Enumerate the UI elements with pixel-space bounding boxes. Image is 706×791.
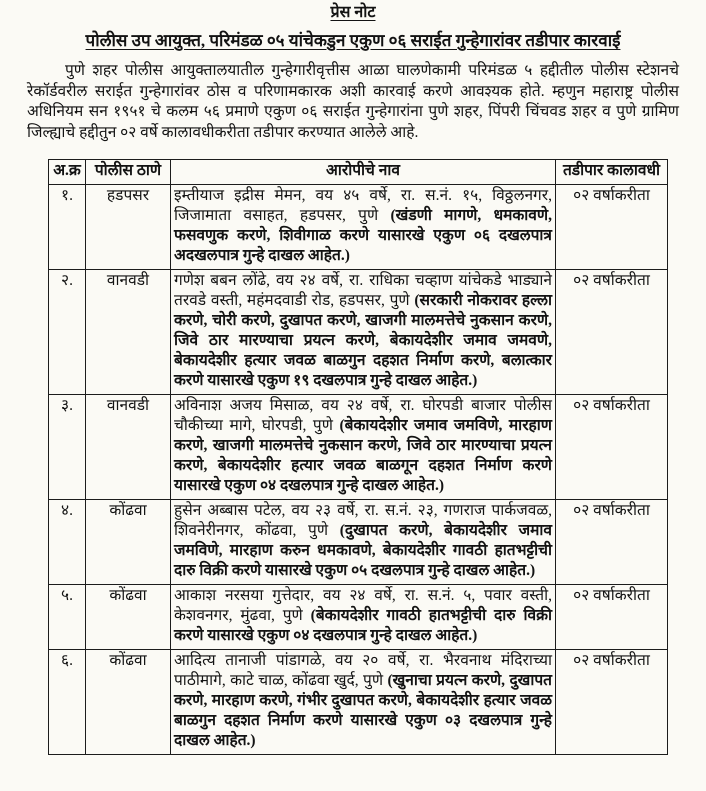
externment-duration: ०२ वर्षाकरीता [556,394,668,499]
police-station: वानवडी [86,269,171,394]
externment-duration: ०२ वर्षाकरीता [556,269,668,394]
offenders-table [48,159,668,755]
accused-address: आदित्य तानाजी पांडागळे, वय २० वर्षे, रा. भैरवनाथ मंदिराच्या पाठीमागे, काटे चाळ, कोंढवा खुर्द, पुणे [174,651,552,689]
table-row [49,269,668,394]
serial-number: २. [49,269,86,394]
police-station: कोंढवा [86,584,171,649]
police-station: कोंढवा [86,499,171,584]
table-row [49,584,668,649]
police-station: कोंढवा [86,649,171,754]
serial-number: ६. [49,649,86,754]
table-row [49,394,668,499]
accused-details [171,269,556,394]
accused-offences: (सरकारी नोकरावर हल्ला करणे, चोरी करणे, दुखापत करणे, खाजगी मालमत्तेचे नुकसान करणे, जिवे ठार मारण्याचा प्रयत्न करणे, बेकायदेशीर जमाव जमवणे, बेकायदेशीर हत्यार जवळ बाळगुन दहशत निर्माण करणे, बलात्कार करणे यासारखे एकुण १९ दखलपात्र गुन्हे दाखल आहेत.) [174,291,553,389]
accused-address: इम्तीयाज इद्रीस मेमन, वय ४५ वर्षे, रा. स.नं. १५, विठ्ठलनगर, जिजामाता वसाहत, हडपसर, पुणे [174,186,552,224]
serial-number: ४. [49,499,86,584]
table-header [49,159,668,184]
table-body [49,184,668,754]
externment-duration: ०२ वर्षाकरीता [556,184,668,269]
header-police-station: पोलीस ठाणे [86,159,171,184]
serial-number: १. [49,184,86,269]
document-heading: पोलीस उप आयुक्त, परिमंडळ ०५ यांचेकडुन एकुण ०६ सराईत गुन्हेगारांवर तडीपार कारवाई [85,31,621,50]
table-row [49,499,668,584]
accused-offences: (बेकायदेशीर जमाव जमविणे, मारहाण करणे, खाजगी मालमत्तेचे नुकसान करणे, जिवे ठार मारण्याचा प्रयत्न करणे, बेकायदेशीर हत्यार जवळ बाळगून दहशत निर्माण करणे यासारखे एकुण ०४ दखलपात्र गुन्हे दाखल आहेत.) [174,416,552,494]
accused-details [171,184,556,269]
police-station: वानवडी [86,394,171,499]
accused-address: आकाश नरसया गुत्तेदार, वय २४ वर्षे, रा. स.नं. ५, पवार वस्ती, केशवनगर, मुंढवा, पुणे [174,586,552,624]
document-title: प्रेस नोट [330,4,376,21]
externment-duration: ०२ वर्षाकरीता [556,649,668,754]
accused-details [171,584,556,649]
accused-offences: (खुनाचा प्रयत्न करणे, दुखापत करणे, मारहाण करणे, गंभीर दुखापत करणे, बेकायदेशीर हत्यार जवळ बाळगुन दहशत निर्माण करणे यासारखे एकुण ०३ दखलपात्र गुन्हे दाखल आहेत.) [174,671,553,749]
accused-details [171,394,556,499]
table-row [49,649,668,754]
table-row [49,184,668,269]
externment-duration: ०२ वर्षाकरीता [556,584,668,649]
accused-offences: (बेकायदेशीर गावठी हातभट्टीची दारु विक्री करणे यासारखे एकुण ०४ दखलपात्र गुन्हे दाखल आहेत.) [174,606,552,644]
accused-offences: (दुखापत करणे, बेकायदेशीर जमाव जमविणे, मारहाण करुन धमकावणे, बेकायदेशीर गावठी हातभट्टीची दारु विक्री करणे यासारखे एकुण ०५ दखलपात्र गुन्हे दाखल आहेत.) [174,521,552,579]
accused-address: अविनाश अजय मिसाळ, वय २४ वर्षे, रा. घोरपडी बाजार पोलीस चौकीच्या मागे, घोरपडी, पुणे [174,396,552,434]
serial-number: ३. [49,394,86,499]
accused-details [171,499,556,584]
intro-paragraph: पुणे शहर पोलीस आयुक्तालयातील गुन्हेगारीवृत्तीस आळा घालणेकामी परिमंडळ ५ हद्दीतील पोलीस स्टेशनचे रेकॉर्डवरील सराईत गुन्हेगारांवर ठोस व परिणामकारक अशी कारवाई करणे आवश्यक होते. म्हणुन महाराष्ट्र पोलीस अधिनियम सन १९५१ चे कलम ५६ प्रमाणे एकुण ०६ सराईत गुन्हेगारांना पुणे शहर, पिंपरी चिंचवड शहर व पुणे ग्रामिण जिल्ह्याचे हद्दीतुन ०२ वर्षे कालावधीकरीता तडीपार करण्यात आलेले आहे. [27,62,679,141]
accused-details [171,649,556,754]
accused-offences: (खंडणी मागणे, धमकावणे, फसवणुक करणे, शिवीगाळ करणे यासारखे एकुण ०६ दखलपात्र अदखलपात्र गुन्हे दाखल आहेत.) [174,206,552,264]
accused-address: गणेश बबन लोंढे, वय २४ वर्षे, रा. राधिका चव्हाण यांचेकडे भाड्याने तरवडे वस्ती, महंमदवाडी रोड, हडपसर, पुणे [174,271,552,309]
externment-duration: ०२ वर्षाकरीता [556,499,668,584]
header-accused-name: आरोपीचे नाव [171,159,556,184]
police-station: हडपसर [86,184,171,269]
header-externment-duration: तडीपार कालावधी [556,159,668,184]
serial-number: ५. [49,584,86,649]
table-header-row [49,159,668,184]
header-serial-number: अ.क्र [49,159,86,184]
accused-address: हुसेन अब्बास पटेल, वय २३ वर्षे, रा. स.नं. २३, गणराज पार्कजवळ, शिवनेरीनगर, कोंढवा, पुणे [174,501,552,539]
